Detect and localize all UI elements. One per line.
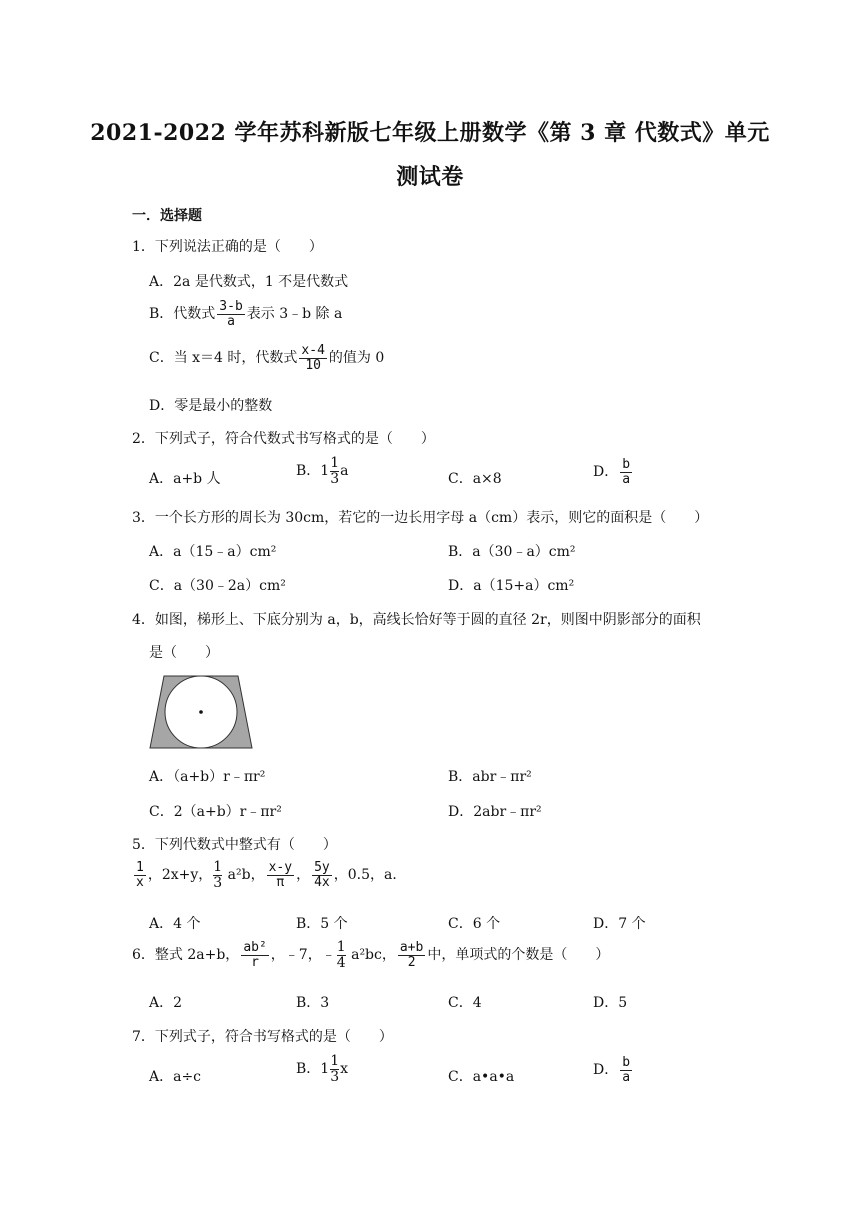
option-text: D．: [593, 464, 619, 481]
trapezoid-circle-figure: [149, 675, 253, 749]
question-2-stem: 2．下列式子，符合代数式书写格式的是（ ）: [132, 431, 435, 447]
question-7-option-b: [296, 1054, 348, 1084]
question-4-option-d: D．2abr﹣πr²: [448, 804, 542, 820]
fraction: [134, 861, 146, 889]
fraction-denominator: a: [622, 1069, 631, 1085]
fraction-numerator: x-4: [301, 343, 325, 358]
fraction: [241, 941, 268, 969]
center-dot: [199, 710, 203, 714]
fraction-numerator: b: [622, 457, 631, 472]
question-5-option-a: A．4 个: [149, 916, 201, 932]
fraction-denominator: 10: [299, 358, 326, 373]
page-title: 2021-2022 学年苏科新版七年级上册数学《第 3 章 代数式》单元: [90, 120, 770, 146]
section-heading: 一．选择题: [132, 208, 202, 224]
fraction-numerator: 1: [336, 939, 346, 955]
question-5-option-b: B．5 个: [296, 916, 348, 932]
fraction: [213, 860, 222, 890]
stem-text: ，﹣7，﹣: [270, 947, 336, 964]
expression-text: ，0.5，a．: [333, 867, 407, 884]
option-text: 的值为 0: [328, 350, 385, 367]
fraction: [267, 861, 294, 889]
fraction-denominator: x: [136, 874, 144, 890]
stem-text: 6．整式 2a+b，: [132, 947, 240, 964]
question-3-option-b: B．a（30﹣a）cm²: [448, 544, 576, 560]
fraction-numerator: ab²: [243, 940, 267, 956]
fraction: [398, 941, 425, 969]
question-3-option-a: A．a（15﹣a）cm²: [149, 544, 277, 560]
question-4-option-a: A．（a+b）r﹣πr²: [149, 769, 266, 785]
fraction-denominator: a: [622, 471, 631, 487]
option-text: D．: [593, 1062, 619, 1079]
question-4-stem-cont: 是（ ）: [149, 645, 219, 661]
fraction-numerator: 1: [136, 860, 144, 876]
page-title-cont: 测试卷: [396, 164, 464, 190]
question-2-option-a: A．a+b 人: [149, 471, 221, 487]
question-4-option-c: C．2（a+b）r﹣πr²: [149, 804, 282, 820]
expression-text: a²b，: [227, 867, 265, 884]
option-text: a: [340, 463, 349, 480]
fraction-denominator: 3: [330, 470, 340, 487]
question-7-option-c: C．a•a•a: [448, 1069, 515, 1085]
option-text: B．代数式: [149, 306, 216, 323]
question-1-option-b: [149, 300, 342, 328]
option-text: x: [340, 1061, 349, 1078]
fraction: [312, 861, 332, 889]
question-3-stem: 3．一个长方形的周长为 30cm，若它的一边长用字母 a（cm）表示，则它的面积是（ ）: [132, 510, 709, 526]
question-6-option-d: D．5: [593, 995, 628, 1011]
question-1-option-c: [149, 344, 384, 372]
question-5-option-d: D．7 个: [593, 916, 646, 932]
question-2-option-c: C．a×8: [448, 471, 502, 487]
fraction: [217, 300, 244, 328]
fraction-numerator: a+b: [399, 940, 424, 956]
fraction-numerator: 5y: [314, 860, 330, 876]
question-7-option-a: A．a÷c: [149, 1069, 202, 1085]
question-4-option-b: B．abr﹣πr²: [448, 769, 532, 785]
question-2-option-b: [296, 456, 348, 486]
fraction: [620, 458, 632, 486]
question-6-option-b: B．3: [296, 995, 330, 1011]
question-7-stem: 7．下列式子，符合书写格式的是（ ）: [132, 1029, 393, 1045]
fraction-numerator: 3-b: [219, 299, 243, 314]
stem-text: a²bc，: [351, 947, 396, 964]
fraction: [330, 1054, 339, 1084]
question-6-stem: [132, 940, 609, 970]
question-3-option-d: D．a（15+a）cm²: [448, 578, 575, 594]
option-text: B．1: [296, 463, 330, 480]
fraction-denominator: a: [217, 314, 244, 329]
fraction-denominator: 4x: [314, 874, 330, 890]
question-6-option-c: C．4: [448, 995, 482, 1011]
fraction-denominator: π: [267, 875, 294, 890]
expression-text: ，2x+y，: [147, 867, 213, 884]
fraction-denominator: r: [241, 955, 268, 970]
option-text: C．当 x＝4 时，代数式: [149, 350, 298, 367]
question-7-option-d: [593, 1056, 634, 1084]
question-1-option-d: D．零是最小的整数: [149, 398, 273, 414]
option-text: 表示 3﹣b 除 a: [246, 306, 343, 323]
question-4-stem: 4．如图，梯形上、下底分别为 a，b，高线长恰好等于圆的直径 2r，则图中阴影部分的面积: [132, 612, 701, 628]
question-3-option-c: C．a（30﹣2a）cm²: [149, 578, 286, 594]
question-5-stem: 5．下列代数式中整式有（ ）: [132, 837, 337, 853]
fraction: [337, 940, 346, 970]
fraction-denominator: 3: [213, 874, 223, 891]
fraction-numerator: 1: [330, 455, 340, 471]
fraction: [299, 344, 326, 372]
question-1-stem: 1．下列说法正确的是（ ）: [132, 239, 323, 255]
question-5-expressions: $\frac{1}{x}$ ，2x+y， $\frac{1}{3}$ a²b， $\frac{x-y}{\pi}$ ， $\frac{5y}{4x}$ ，0.5，a．: [136, 859, 407, 891]
fraction-denominator: 3: [330, 1068, 340, 1085]
fraction-denominator: 2: [398, 955, 425, 970]
question-2-option-d: [593, 458, 634, 486]
stem-text: 中，单项式的个数是（ ）: [427, 947, 610, 964]
fraction-numerator: 1: [330, 1053, 340, 1069]
option-text: B．1: [296, 1061, 330, 1078]
fraction: [620, 1056, 632, 1084]
question-6-option-a: A．2: [149, 995, 183, 1011]
fraction-denominator: 4: [336, 954, 346, 971]
fraction-numerator: 1: [213, 859, 223, 875]
fraction-numerator: b: [622, 1055, 631, 1070]
fraction: [330, 456, 339, 486]
question-1-option-a: A．2a 是代数式，1 不是代数式: [149, 274, 349, 290]
fraction-numerator: x-y: [268, 860, 293, 876]
question-5-option-c: C．6 个: [448, 916, 501, 932]
